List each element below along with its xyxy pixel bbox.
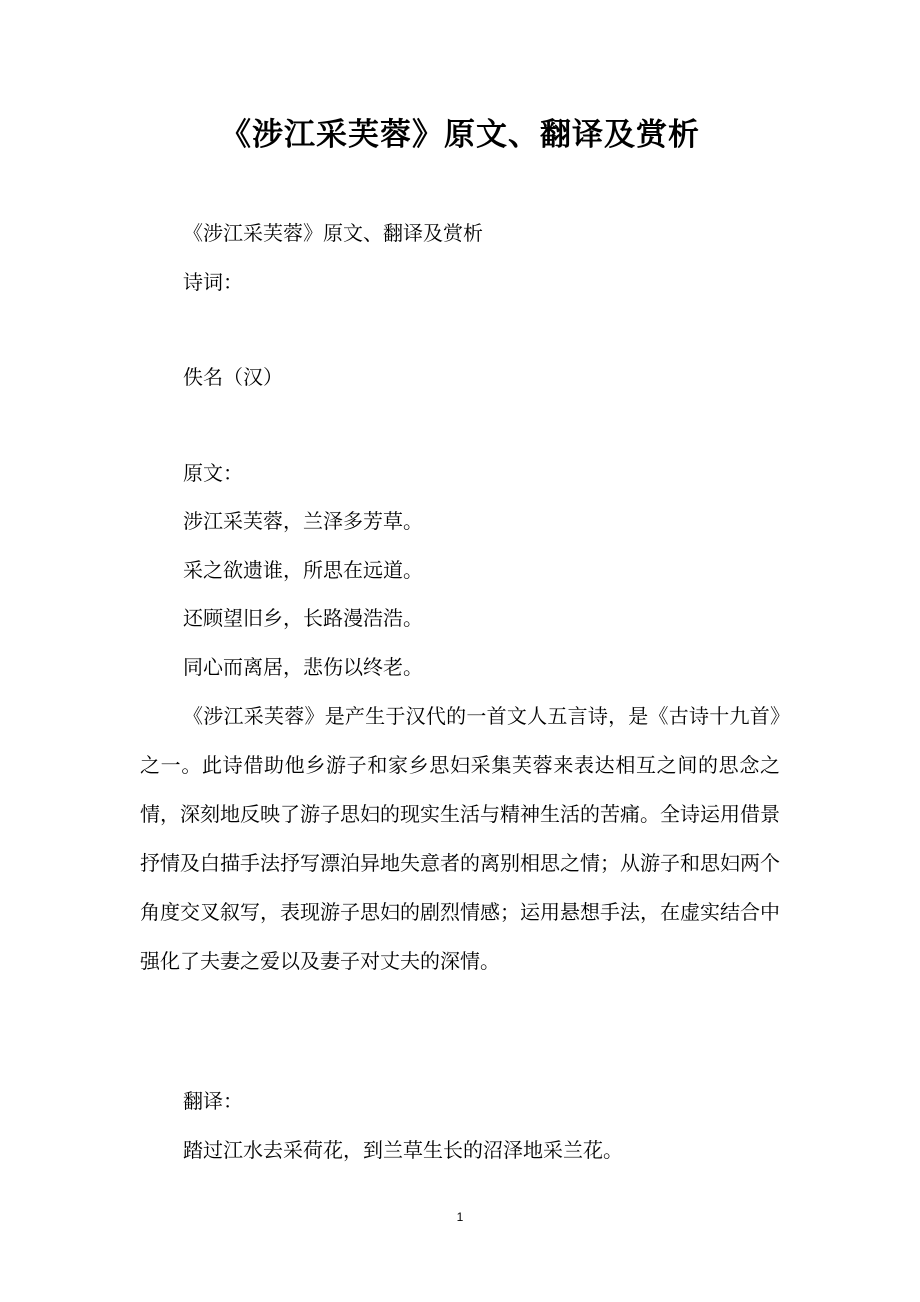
page-title: 《涉江采芙蓉》原文、翻译及赏析 [220, 117, 700, 153]
poem-label: 诗词： [183, 270, 243, 294]
poem-line: 涉江采芙蓉，兰泽多芳草。 [183, 509, 423, 533]
poem-line: 同心而离居，悲伤以终老。 [183, 655, 423, 679]
poem-line: 还顾望旧乡，长路漫浩浩。 [183, 606, 423, 630]
poem-line: 采之欲遗谁，所思在远道。 [183, 558, 423, 582]
subtitle: 《涉江采芙蓉》原文、翻译及赏析 [183, 221, 483, 245]
author-line: 佚名（汉） [183, 365, 283, 389]
translation-line: 踏过江水去采荷花，到兰草生长的沼泽地采兰花。 [183, 1138, 623, 1162]
page-number: 1 [456, 1210, 464, 1224]
original-label: 原文： [183, 461, 243, 485]
analysis-paragraph: 《涉江采芙蓉》是产生于汉代的一首文人五言诗，是《古诗十九首》之一。此诗借助他乡游子和家乡思妇采集芙蓉来表达相互之间的思念之情，深刻地反映了游子思妇的现实生活与精神生活的苦痛。全诗运用借景抒情及白描手法抒写漂泊异地失意者的离别相思之情；从游子和思妇两个角度交叉叙写，表现游子思妇的剧烈情感；运用悬想手法，在虚实结合中强化了夫妻之爱以及妻子对丈夫的深情。 [140, 704, 780, 973]
translation-label: 翻译： [183, 1089, 243, 1113]
